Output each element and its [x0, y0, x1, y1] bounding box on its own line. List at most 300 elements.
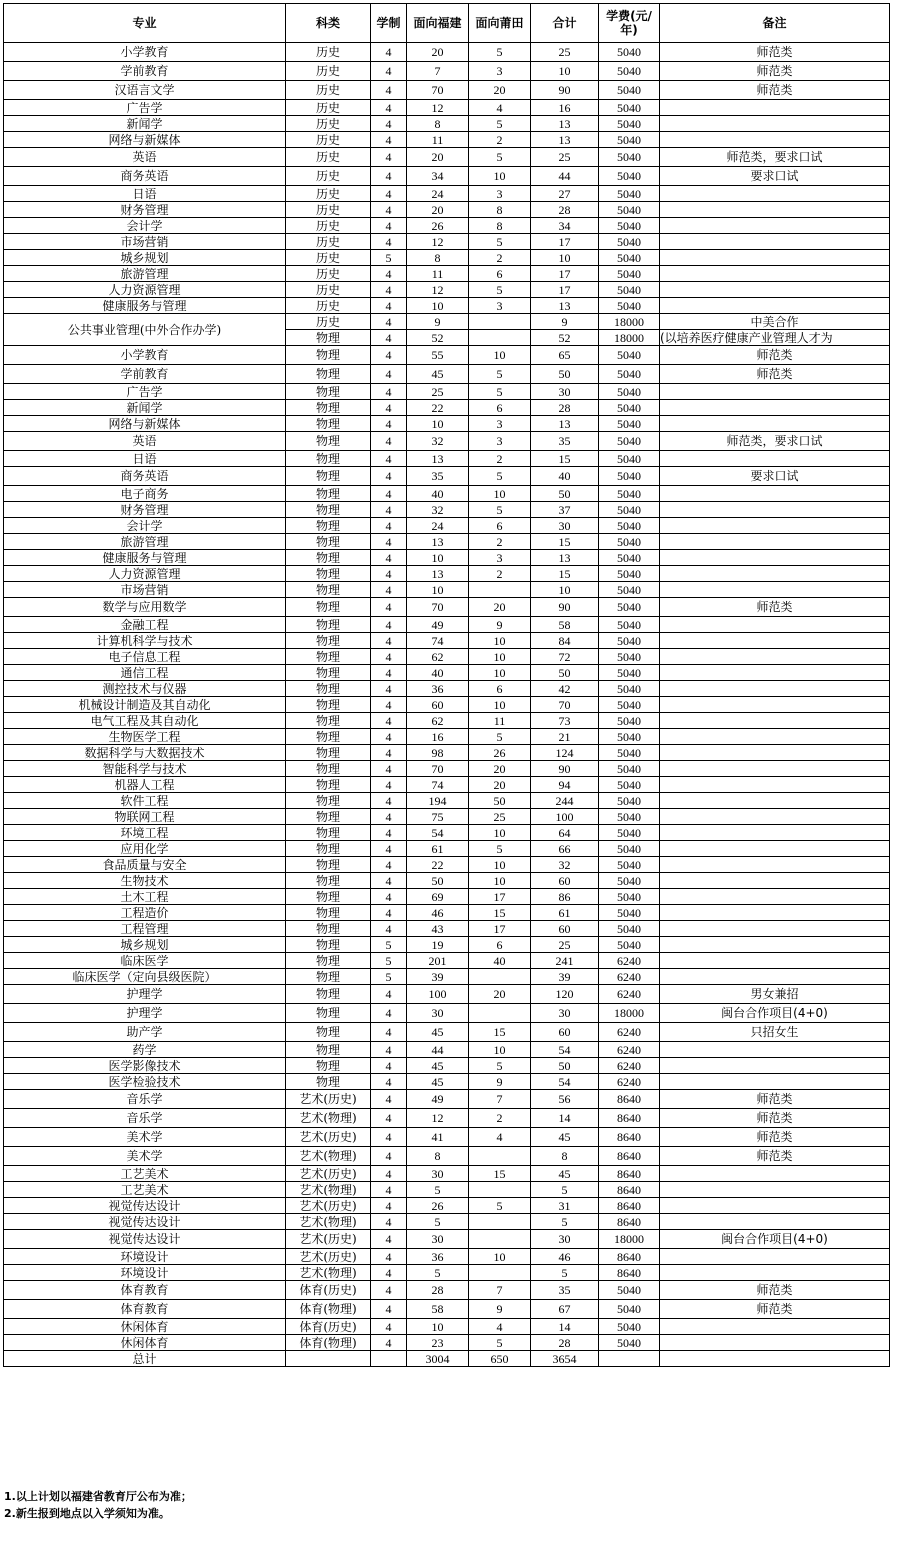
table-row [4, 1147, 890, 1166]
table-row [4, 486, 890, 502]
remark-cell [660, 1214, 890, 1230]
total-cell: 54 [531, 1042, 599, 1058]
total-cell: 5 [531, 1182, 599, 1198]
tuition-cell: 5040 [599, 486, 660, 502]
tuition-cell: 5040 [599, 633, 660, 649]
total-cell: 13 [531, 132, 599, 148]
fujian-cell: 35 [407, 467, 469, 486]
fujian-cell: 10 [407, 550, 469, 566]
tuition-cell: 18000 [599, 1004, 660, 1023]
total-cell: 58 [531, 617, 599, 633]
putian-cell: 5 [469, 502, 531, 518]
total-cell: 46 [531, 1249, 599, 1265]
fujian-cell: 49 [407, 1090, 469, 1109]
header-tuition: 学费(元/年) [599, 4, 660, 43]
category-cell: 历史 [286, 250, 371, 266]
tuition-cell: 5040 [599, 266, 660, 282]
years-cell: 4 [371, 43, 407, 62]
table-row [4, 81, 890, 100]
years-cell: 4 [371, 1004, 407, 1023]
tuition-cell: 6240 [599, 1074, 660, 1090]
years-cell: 4 [371, 1147, 407, 1166]
tuition-cell: 5040 [599, 202, 660, 218]
years-cell: 4 [371, 346, 407, 365]
total-cell: 34 [531, 218, 599, 234]
tuition-cell: 5040 [599, 598, 660, 617]
category-cell: 历史 [286, 132, 371, 148]
major-cell: 视觉传达设计 [4, 1214, 286, 1230]
putian-cell: 3 [469, 62, 531, 81]
years-cell: 4 [371, 745, 407, 761]
table-row [4, 857, 890, 873]
years-cell: 4 [371, 921, 407, 937]
major-cell: 广告学 [4, 100, 286, 116]
remark-cell: 师范类 [660, 62, 890, 81]
category-cell: 物理 [286, 985, 371, 1004]
putian-cell: 6 [469, 681, 531, 697]
major-cell: 电子信息工程 [4, 649, 286, 665]
remark-cell [660, 116, 890, 132]
remark-cell: 师范类 [660, 1300, 890, 1319]
tuition-cell: 8640 [599, 1249, 660, 1265]
table-row [4, 889, 890, 905]
fujian-cell: 8 [407, 1147, 469, 1166]
major-cell: 学前教育 [4, 365, 286, 384]
putian-cell: 10 [469, 665, 531, 681]
major-cell: 环境设计 [4, 1249, 286, 1265]
fujian-cell: 69 [407, 889, 469, 905]
remark-cell [660, 761, 890, 777]
table-row [4, 985, 890, 1004]
table-row [4, 1058, 890, 1074]
category-cell: 物理 [286, 649, 371, 665]
table-row [4, 116, 890, 132]
table-row [4, 697, 890, 713]
table-row [4, 314, 890, 330]
category-cell: 体育(历史) [286, 1281, 371, 1300]
major-cell: 计算机科学与技术 [4, 633, 286, 649]
major-cell: 食品质量与安全 [4, 857, 286, 873]
category-cell: 物理 [286, 921, 371, 937]
category-cell: 艺术(物理) [286, 1265, 371, 1281]
table-row [4, 665, 890, 681]
years-cell: 4 [371, 681, 407, 697]
remark-cell: 中美合作 [660, 314, 890, 330]
table-row [4, 534, 890, 550]
footnote-2: 2.新生报到地点以入学须知为准。 [4, 1507, 170, 1520]
remark-cell [660, 486, 890, 502]
tuition-cell: 6240 [599, 985, 660, 1004]
total-cell: 13 [531, 550, 599, 566]
years-cell: 4 [371, 467, 407, 486]
total-cell: 73 [531, 713, 599, 729]
putian-cell: 17 [469, 921, 531, 937]
major-cell: 通信工程 [4, 665, 286, 681]
major-cell: 护理学 [4, 985, 286, 1004]
table-row [4, 713, 890, 729]
years-cell: 4 [371, 81, 407, 100]
putian-cell: 10 [469, 1042, 531, 1058]
major-cell: 视觉传达设计 [4, 1198, 286, 1214]
major-cell: 新闻学 [4, 400, 286, 416]
remark-cell [660, 132, 890, 148]
putian-cell: 20 [469, 598, 531, 617]
years-cell: 5 [371, 937, 407, 953]
remark-cell: (以培养医疗健康产业管理人才为 [660, 330, 890, 346]
table-row [4, 346, 890, 365]
total-cell: 35 [531, 1281, 599, 1300]
fujian-cell: 41 [407, 1128, 469, 1147]
total-cell: 86 [531, 889, 599, 905]
major-cell: 软件工程 [4, 793, 286, 809]
total-putian: 650 [469, 1351, 531, 1367]
fujian-cell: 46 [407, 905, 469, 921]
total-cell: 65 [531, 346, 599, 365]
category-cell: 历史 [286, 43, 371, 62]
remark-cell [660, 250, 890, 266]
tuition-cell: 5040 [599, 937, 660, 953]
major-cell: 公共事业管理(中外合作办学) [4, 314, 286, 346]
years-cell: 4 [371, 432, 407, 451]
fujian-cell: 5 [407, 1182, 469, 1198]
tuition-cell: 5040 [599, 617, 660, 633]
total-cell: 30 [531, 518, 599, 534]
table-body-physics-art-sports [4, 346, 890, 1351]
category-cell: 物理 [286, 416, 371, 432]
putian-cell: 5 [469, 365, 531, 384]
remark-cell: 男女兼招 [660, 985, 890, 1004]
major-cell: 日语 [4, 451, 286, 467]
tuition-cell: 5040 [599, 697, 660, 713]
total-fujian: 3004 [407, 1351, 469, 1367]
putian-cell: 9 [469, 1074, 531, 1090]
header-fujian: 面向福建 [407, 4, 469, 43]
category-cell: 历史 [286, 234, 371, 250]
total-cell: 17 [531, 234, 599, 250]
total-cell: 21 [531, 729, 599, 745]
years-cell: 4 [371, 598, 407, 617]
table-row [4, 761, 890, 777]
header-remark: 备注 [660, 4, 890, 43]
tuition-cell: 5040 [599, 905, 660, 921]
tuition-cell: 5040 [599, 1319, 660, 1335]
tuition-cell: 5040 [599, 649, 660, 665]
tuition-cell: 5040 [599, 167, 660, 186]
tuition-cell: 5040 [599, 841, 660, 857]
total-label: 总计 [4, 1351, 286, 1367]
major-cell: 网络与新媒体 [4, 132, 286, 148]
putian-cell: 20 [469, 985, 531, 1004]
category-cell: 物理 [286, 384, 371, 400]
tuition-cell: 5040 [599, 713, 660, 729]
category-cell: 物理 [286, 777, 371, 793]
years-cell: 4 [371, 1335, 407, 1351]
category-cell: 历史 [286, 298, 371, 314]
fujian-cell: 30 [407, 1166, 469, 1182]
major-cell: 测控技术与仪器 [4, 681, 286, 697]
putian-cell: 17 [469, 889, 531, 905]
total-cell: 15 [531, 451, 599, 467]
years-cell: 4 [371, 486, 407, 502]
category-cell: 物理 [286, 330, 371, 346]
total-cell: 90 [531, 598, 599, 617]
enrollment-plan-table-container [3, 3, 889, 1367]
major-cell: 环境工程 [4, 825, 286, 841]
tuition-cell: 5040 [599, 365, 660, 384]
years-cell: 4 [371, 1166, 407, 1182]
tuition-cell: 5040 [599, 534, 660, 550]
putian-cell: 5 [469, 282, 531, 298]
fujian-cell: 12 [407, 100, 469, 116]
fujian-cell: 34 [407, 167, 469, 186]
remark-cell: 师范类，要求口试 [660, 432, 890, 451]
major-cell: 英语 [4, 432, 286, 451]
total-cell: 37 [531, 502, 599, 518]
remark-cell [660, 953, 890, 969]
total-cell: 30 [531, 1230, 599, 1249]
putian-cell: 6 [469, 266, 531, 282]
remark-cell [660, 793, 890, 809]
putian-cell: 3 [469, 550, 531, 566]
tuition-cell: 6240 [599, 1042, 660, 1058]
years-cell: 4 [371, 167, 407, 186]
fujian-cell: 24 [407, 518, 469, 534]
table-body-history [4, 43, 890, 314]
fujian-cell: 5 [407, 1265, 469, 1281]
major-cell: 助产学 [4, 1023, 286, 1042]
years-cell: 4 [371, 400, 407, 416]
category-cell: 物理 [286, 486, 371, 502]
table-row [4, 416, 890, 432]
category-cell: 艺术(历史) [286, 1166, 371, 1182]
tuition-cell: 5040 [599, 43, 660, 62]
putian-cell [469, 1004, 531, 1023]
category-cell: 物理 [286, 905, 371, 921]
tuition-cell: 8640 [599, 1214, 660, 1230]
years-cell: 4 [371, 202, 407, 218]
category-cell: 艺术(物理) [286, 1147, 371, 1166]
remark-cell [660, 1335, 890, 1351]
fujian-cell: 45 [407, 365, 469, 384]
remark-cell [660, 745, 890, 761]
putian-cell: 10 [469, 1249, 531, 1265]
category-cell: 物理 [286, 534, 371, 550]
putian-cell: 26 [469, 745, 531, 761]
years-cell: 4 [371, 186, 407, 202]
putian-cell: 3 [469, 432, 531, 451]
fujian-cell: 22 [407, 400, 469, 416]
putian-cell: 5 [469, 729, 531, 745]
major-cell: 财务管理 [4, 502, 286, 518]
putian-cell: 2 [469, 1109, 531, 1128]
fujian-cell: 49 [407, 617, 469, 633]
major-cell: 体育教育 [4, 1300, 286, 1319]
total-cell: 28 [531, 400, 599, 416]
total-cell: 60 [531, 921, 599, 937]
category-cell: 历史 [286, 116, 371, 132]
years-cell: 4 [371, 1281, 407, 1300]
table-row [4, 1004, 890, 1023]
total-cell: 45 [531, 1166, 599, 1182]
years-cell: 4 [371, 1214, 407, 1230]
putian-cell: 6 [469, 937, 531, 953]
table-row [4, 1214, 890, 1230]
fujian-cell: 45 [407, 1023, 469, 1042]
years-cell: 4 [371, 365, 407, 384]
fujian-cell: 74 [407, 633, 469, 649]
total-cell: 66 [531, 841, 599, 857]
tuition-cell: 5040 [599, 250, 660, 266]
remark-cell [660, 921, 890, 937]
major-cell: 工艺美术 [4, 1182, 286, 1198]
putian-cell: 5 [469, 1335, 531, 1351]
putian-cell: 10 [469, 873, 531, 889]
total-cell: 10 [531, 250, 599, 266]
fujian-cell: 61 [407, 841, 469, 857]
category-cell: 物理 [286, 400, 371, 416]
table-row [4, 729, 890, 745]
tuition-cell: 5040 [599, 218, 660, 234]
putian-cell: 4 [469, 1128, 531, 1147]
putian-cell: 15 [469, 1166, 531, 1182]
category-cell: 物理 [286, 1074, 371, 1090]
major-cell: 英语 [4, 148, 286, 167]
putian-cell: 8 [469, 202, 531, 218]
total-cell: 50 [531, 365, 599, 384]
major-cell: 工程管理 [4, 921, 286, 937]
major-cell: 生物医学工程 [4, 729, 286, 745]
fujian-cell: 70 [407, 81, 469, 100]
total-cell: 100 [531, 809, 599, 825]
remark-cell: 师范类 [660, 1090, 890, 1109]
years-cell: 4 [371, 1023, 407, 1042]
table-row [4, 400, 890, 416]
major-cell: 小学教育 [4, 346, 286, 365]
tuition-cell: 8640 [599, 1182, 660, 1198]
total-cell: 124 [531, 745, 599, 761]
category-cell: 艺术(历史) [286, 1128, 371, 1147]
table-row [4, 937, 890, 953]
major-cell: 金融工程 [4, 617, 286, 633]
remark-cell [660, 969, 890, 985]
years-cell: 4 [371, 116, 407, 132]
fujian-cell: 20 [407, 202, 469, 218]
category-cell: 物理 [286, 566, 371, 582]
years-cell: 4 [371, 266, 407, 282]
fujian-cell: 70 [407, 761, 469, 777]
category-cell: 物理 [286, 617, 371, 633]
category-cell: 物理 [286, 761, 371, 777]
table-row [4, 1090, 890, 1109]
fujian-cell: 23 [407, 1335, 469, 1351]
years-cell: 4 [371, 1109, 407, 1128]
fujian-cell: 11 [407, 266, 469, 282]
table-row [4, 100, 890, 116]
tuition-cell: 5040 [599, 62, 660, 81]
category-cell: 物理 [286, 937, 371, 953]
remark-cell: 要求口试 [660, 167, 890, 186]
remark-cell [660, 617, 890, 633]
major-cell: 健康服务与管理 [4, 298, 286, 314]
table-row [4, 186, 890, 202]
category-cell: 物理 [286, 825, 371, 841]
tuition-cell: 5040 [599, 518, 660, 534]
putian-cell: 4 [469, 100, 531, 116]
fujian-cell: 9 [407, 314, 469, 330]
major-cell: 人力资源管理 [4, 282, 286, 298]
total-cell: 50 [531, 665, 599, 681]
header-major: 专业 [4, 4, 286, 43]
major-cell: 音乐学 [4, 1090, 286, 1109]
putian-cell [469, 969, 531, 985]
total-cell: 52 [531, 330, 599, 346]
tuition-cell: 5040 [599, 793, 660, 809]
years-cell: 4 [371, 841, 407, 857]
category-cell: 物理 [286, 953, 371, 969]
category-cell: 物理 [286, 1023, 371, 1042]
remark-cell [660, 841, 890, 857]
category-cell: 体育(物理) [286, 1335, 371, 1351]
table-row [4, 1166, 890, 1182]
category-cell: 物理 [286, 365, 371, 384]
category-cell: 体育(历史) [286, 1319, 371, 1335]
tuition-cell: 8640 [599, 1090, 660, 1109]
remark-cell [660, 729, 890, 745]
years-cell: 4 [371, 889, 407, 905]
years-cell: 4 [371, 1230, 407, 1249]
tuition-cell: 5040 [599, 148, 660, 167]
total-cell: 44 [531, 167, 599, 186]
total-cell: 10 [531, 582, 599, 598]
fujian-cell: 32 [407, 502, 469, 518]
tuition-cell: 5040 [599, 346, 660, 365]
total-cell: 25 [531, 43, 599, 62]
remark-cell [660, 416, 890, 432]
tuition-cell: 5040 [599, 873, 660, 889]
tuition-cell: 5040 [599, 81, 660, 100]
remark-cell: 要求口试 [660, 467, 890, 486]
remark-cell [660, 1319, 890, 1335]
major-cell: 临床医学（定向县级医院） [4, 969, 286, 985]
putian-cell: 25 [469, 809, 531, 825]
years-cell: 4 [371, 550, 407, 566]
putian-cell: 10 [469, 486, 531, 502]
total-cell: 15 [531, 566, 599, 582]
putian-cell: 15 [469, 1023, 531, 1042]
remark-cell [660, 234, 890, 250]
table-row [4, 841, 890, 857]
major-cell: 美术学 [4, 1128, 286, 1147]
years-cell: 4 [371, 234, 407, 250]
category-cell: 物理 [286, 432, 371, 451]
years-cell: 4 [371, 451, 407, 467]
remark-cell [660, 697, 890, 713]
putian-cell: 10 [469, 167, 531, 186]
table-row [4, 825, 890, 841]
tuition-cell: 5040 [599, 234, 660, 250]
remark-cell [660, 518, 890, 534]
major-cell: 城乡规划 [4, 937, 286, 953]
table-row [4, 298, 890, 314]
tuition-cell: 5040 [599, 921, 660, 937]
category-cell: 艺术(历史) [286, 1249, 371, 1265]
putian-cell: 5 [469, 43, 531, 62]
total-cell: 94 [531, 777, 599, 793]
fujian-cell: 36 [407, 681, 469, 697]
years-cell: 4 [371, 649, 407, 665]
remark-cell: 师范类 [660, 1147, 890, 1166]
remark-cell [660, 905, 890, 921]
